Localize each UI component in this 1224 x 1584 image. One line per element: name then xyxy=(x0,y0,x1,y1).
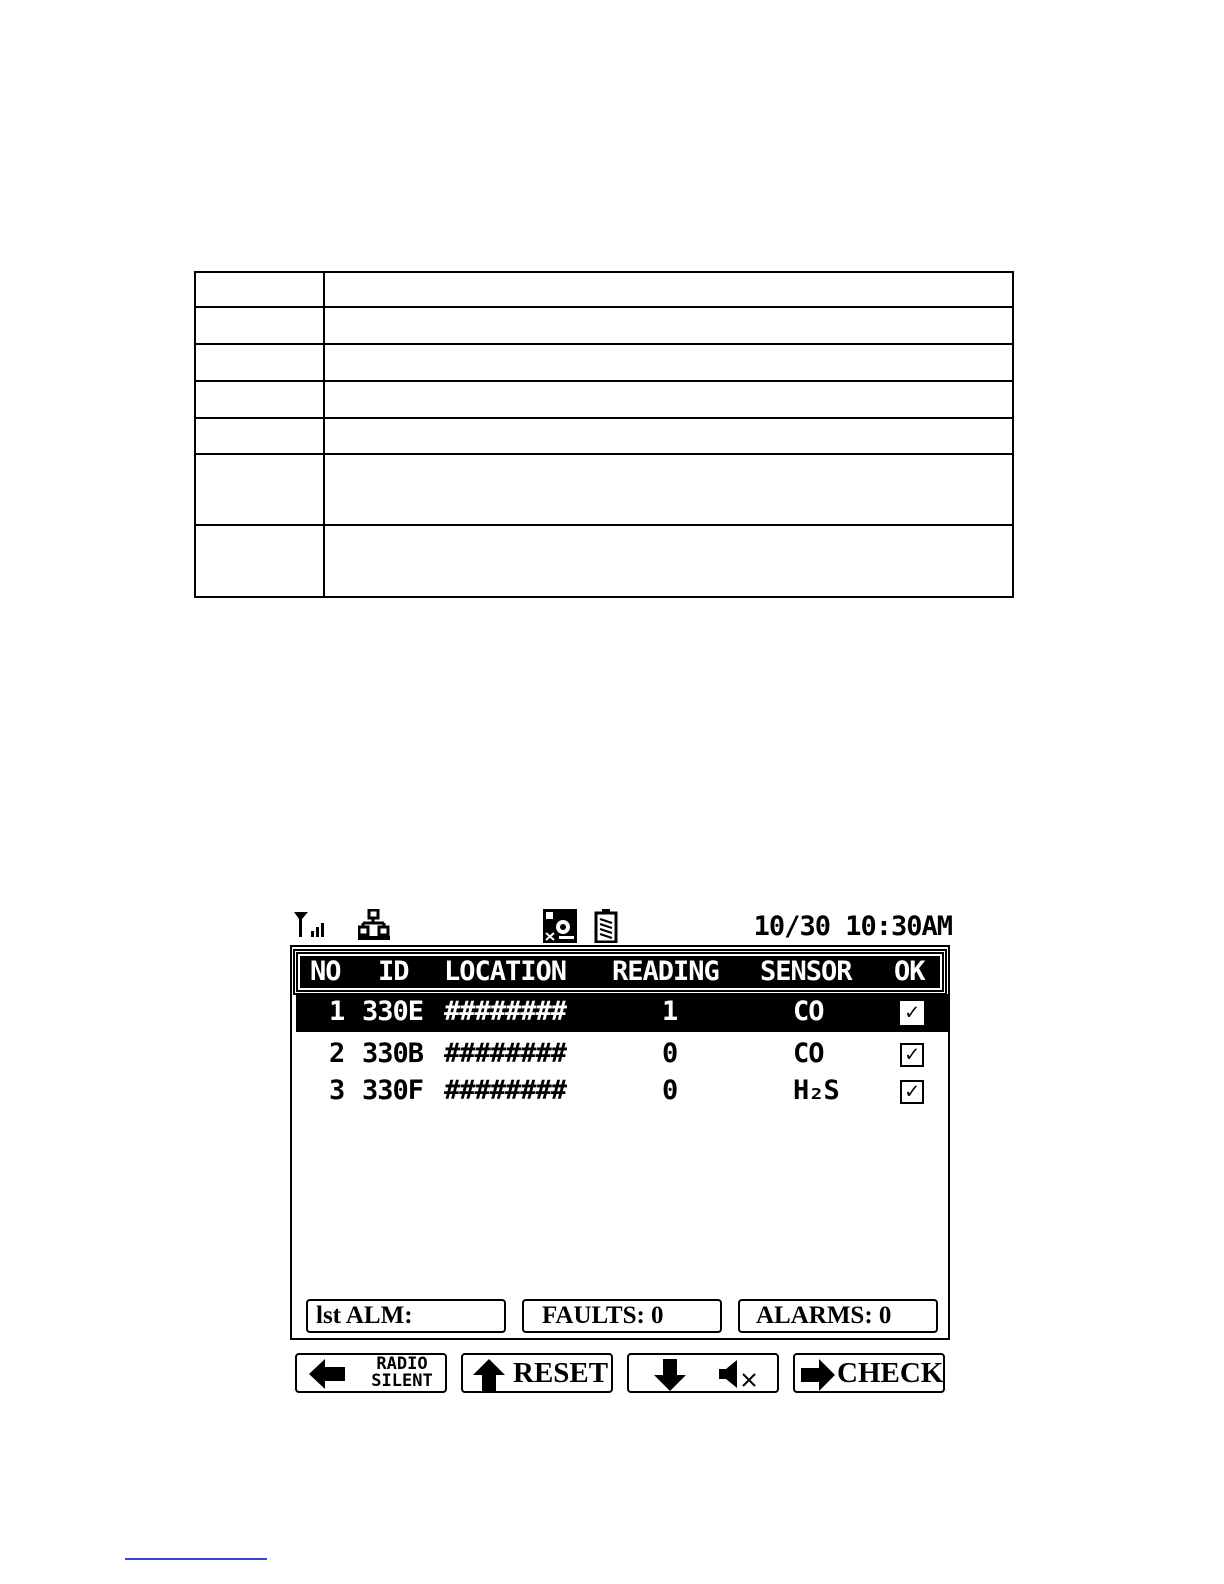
row-reading: 0 xyxy=(662,1038,678,1069)
arrow-right-icon xyxy=(801,1359,835,1391)
table-cell xyxy=(324,418,1013,454)
softkey-label-radio: RADIO xyxy=(376,1354,428,1374)
row-location: ######## xyxy=(444,1075,567,1106)
row-id: 330B xyxy=(362,1038,424,1069)
table-header xyxy=(296,952,944,992)
sd-card-icon xyxy=(543,909,579,943)
table-cell xyxy=(195,344,324,381)
reset-button[interactable] xyxy=(461,1353,613,1393)
battery-icon xyxy=(594,909,618,943)
table-cell xyxy=(324,381,1013,418)
readings-panel xyxy=(290,945,950,1340)
header-ok: OK xyxy=(894,956,925,987)
ok-checkbox[interactable]: ✓ xyxy=(900,1080,924,1104)
table-cell xyxy=(195,454,324,525)
arrow-down-icon xyxy=(653,1359,687,1391)
arrow-up-icon xyxy=(471,1359,507,1391)
first-alarm-box: lst ALM: xyxy=(306,1299,506,1333)
softkey-label-check: CHECK xyxy=(837,1357,944,1389)
row-location: ######## xyxy=(444,1038,567,1069)
row-id: 330E xyxy=(362,996,424,1027)
date-time-display: 10/30 10:30AM xyxy=(753,911,952,942)
row-reading: 1 xyxy=(662,996,678,1027)
ok-checkbox[interactable]: ✓ xyxy=(900,1043,924,1067)
alarms-count: ALARMS: 0 xyxy=(738,1299,938,1333)
header-no: NO xyxy=(310,956,341,987)
table-cell xyxy=(324,525,1013,597)
row-sensor: CO xyxy=(793,996,824,1027)
row-no: 3 xyxy=(329,1075,345,1106)
document-table xyxy=(194,271,1014,598)
radio-silent-button[interactable] xyxy=(295,1353,447,1393)
table-row[interactable] xyxy=(296,994,950,1032)
header-sensor: SENSOR xyxy=(760,956,852,987)
mute-button[interactable] xyxy=(627,1353,779,1393)
ok-checkbox[interactable]: ✓ xyxy=(900,1001,924,1025)
table-row[interactable] xyxy=(296,1036,950,1074)
row-no: 2 xyxy=(329,1038,345,1069)
table-cell xyxy=(195,307,324,344)
table-cell xyxy=(324,344,1013,381)
arrow-left-icon xyxy=(309,1359,345,1389)
row-sensor: H₂S xyxy=(793,1075,839,1106)
network-icon xyxy=(358,909,390,941)
table-cell xyxy=(324,272,1013,307)
table-cell xyxy=(195,525,324,597)
header-id: ID xyxy=(378,956,409,987)
row-reading: 0 xyxy=(662,1075,678,1106)
table-cell xyxy=(324,454,1013,525)
footer-rule xyxy=(125,1558,267,1560)
status-bar xyxy=(288,905,956,945)
row-location: ######## xyxy=(444,996,567,1027)
table-cell xyxy=(195,381,324,418)
signal-antenna-icon xyxy=(292,909,326,939)
speaker-mute-icon xyxy=(717,1360,761,1390)
softkey-label-reset: RESET xyxy=(513,1357,609,1389)
table-cell xyxy=(195,418,324,454)
header-reading: READING xyxy=(612,956,719,987)
table-cell xyxy=(324,307,1013,344)
row-sensor: CO xyxy=(793,1038,824,1069)
lcd-screen xyxy=(288,905,956,1405)
row-id: 330F xyxy=(362,1075,424,1106)
softkey-label-silent: SILENT xyxy=(371,1371,433,1391)
check-button[interactable] xyxy=(793,1353,945,1393)
table-row[interactable] xyxy=(296,1073,950,1111)
faults-count: FAULTS: 0 xyxy=(522,1299,722,1333)
header-location: LOCATION xyxy=(444,956,567,987)
row-no: 1 xyxy=(329,996,345,1027)
table-cell xyxy=(195,272,324,307)
